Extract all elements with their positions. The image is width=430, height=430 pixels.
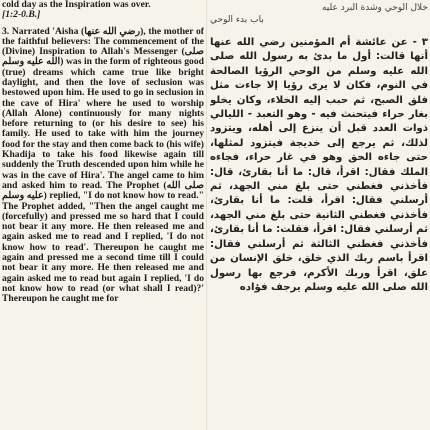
arabic-top-line: خلال الوحي وشدة البرد عليه [321, 3, 428, 13]
hadith-text: Narrated 'Aisha (رضي الله عنها), the mother of the faithful believers: The commencement of the (Divine) Inspiration to Allah's Messenger (صلى الله عليه وسلم) was in the form of righteous good (true) dreams which came true like bright daylight, and then the love of seclusion was bestowed upon him. He used to go in seclusion in the cave of Hira' where he used to worship (Allah Alone) continuously for many nights before returning to (or his desire to see) his family. He used to take with him the journey food for the stay and then come back to (his wife) Khadija to take his food likewise again till suddenly the Truth descended upon him while he was in the cave of Hira'. The angel came to him and asked him to read. The Prophet (صلى الله عليه وسلم) replied, "I do not know how to read." The Prophet added, "Then the angel caught me (forcefully) and pressed me so hard that I could not bear it any more. He then released me and again asked me to read and I replied, 'I do not know how to read'. Thereupon he caught me again and pressed me a second time till I could not bear it any more. He then released me and again asked me to read but again I replied, 'I do not know how to read (or what shall I read)?' Thereupon he caught me for [2, 25, 204, 305]
reference-label: [1:2-0.B.] [2, 9, 41, 21]
arabic-top-reference: باب بدء الوحي [210, 15, 264, 25]
arabic-hadith-text: ٣ - عن عائشة أم المؤمنين رضي الله عنها أنها قالت: أول ما بدئ به رسول الله صلى الله عليه وسلم من الوحي الرؤيا الصالحة في النوم، فكان لا يرى رؤيا إلا جاءت مثل فلق الصبح، ثم حبب إليه الخلاء، وكان يخلو بغار حراء فيتحنث فيه - وهو التعبد - الليالي ذوات العدد قبل أن ينزع إلى أهله، ويتزود لذلك، ثم يرجع إلى خديجة فيتزود لمثلها، حتى جاءه الحق وهو في غار حراء، فجاءه الملك فقال: اقرأ، قال: ما أنا بقارئ، قال: فأخذني فغطني حتى بلغ مني الجهد، ثم أرسلني فقال: اقرأ، قلت: ما أنا بقارئ، فأخذني فغطني الثانية حتى بلغ مني الجهد، ثم أرسلني فقال: اقرأ، فقلت: ما أنا بقارئ، فأخذني فغطني الثالثة ثم أرسلني فقال: اقرأ باسم ربك الذي خلق، خلق الإنسان من علق، اقرأ وربك الأكرم، فرجع بها رسول الله صلى الله عليه وسلم يرجف فؤاده [210, 37, 428, 293]
hadith-number: 3. [2, 25, 10, 37]
intro-line: cold day as the Inspiration was over. [2, 0, 151, 10]
column-divider [206, 0, 207, 430]
arabic-column [210, 0, 428, 430]
arabic-hadith-paragraph [210, 36, 428, 295]
english-column [2, 0, 204, 430]
hadith-paragraph [2, 27, 204, 305]
arabic-header [210, 0, 428, 26]
